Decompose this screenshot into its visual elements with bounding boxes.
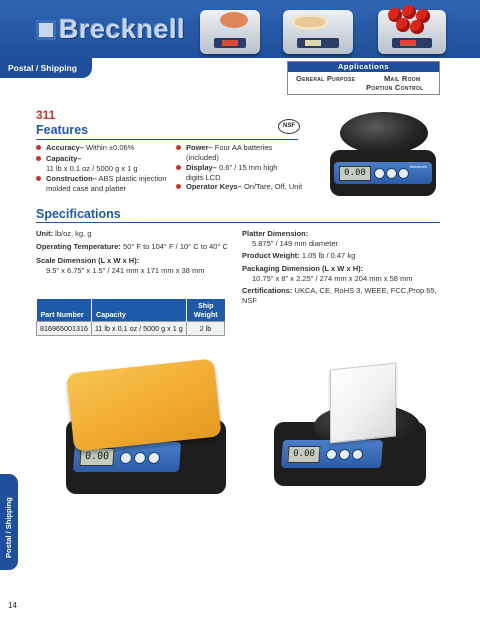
table-header-row xyxy=(37,299,225,322)
application-item: Mail Room xyxy=(384,74,421,83)
feature-item: Display– 0.6" / 15 mm high digits LCD xyxy=(176,163,296,183)
table-cell: 816965001316 xyxy=(37,322,92,336)
scale-key-icon xyxy=(339,449,351,460)
scale-key-icon xyxy=(148,452,161,464)
scale-key-icon xyxy=(374,168,385,179)
scale-display: 0.00 xyxy=(79,448,114,466)
spec-scale-dimension: Scale Dimension (L x W x H): 9.5" x 6.75" x 1.5" / 241 mm x 171 mm x 38 mm xyxy=(36,256,205,275)
banner-tomato xyxy=(410,20,424,34)
bullet-icon xyxy=(176,145,181,150)
page-number: 14 xyxy=(8,601,17,610)
spec-unit: Unit: lb/oz, kg, g xyxy=(36,229,92,238)
spec-certifications: Certifications: UKCA, CE, RoHS 3, WEEE, FCC,Prop 65, NSF xyxy=(242,286,437,305)
nsf-badge: NSF xyxy=(278,119,300,134)
scale-key-icon xyxy=(120,452,133,464)
banner-tomato xyxy=(402,5,416,19)
bullet-icon xyxy=(176,184,181,189)
features-heading: Features xyxy=(36,123,89,137)
banner-food-salmon xyxy=(220,12,248,28)
table-cell: 2 lb xyxy=(186,322,225,336)
banner-tomato xyxy=(396,18,410,32)
bullet-icon xyxy=(36,145,41,150)
scale-key-icon xyxy=(352,449,364,460)
table-header-part-number: Part Number xyxy=(37,299,92,322)
spec-product-weight: Product Weight: 1.05 lb / 0.47 kg xyxy=(242,251,356,260)
header-banner xyxy=(0,0,480,58)
scale-panel-brand: Brecknell xyxy=(410,164,427,169)
model-number: 311 xyxy=(36,108,56,122)
feature-item: Capacity– 11 lb x 0.1 oz / 5000 g x 1 g xyxy=(36,154,176,174)
spec-packaging-dimension: Packaging Dimension (L x W x H): 10.75" x 8" x 2.25" / 274 mm x 204 mm x 58 mm xyxy=(242,264,413,283)
feature-item: Accuracy– Within ±0.06% xyxy=(36,143,176,153)
features-rule xyxy=(36,139,298,140)
applications-box xyxy=(287,61,440,95)
table-row xyxy=(37,322,225,336)
scale-display: 0.00 xyxy=(339,166,371,181)
feature-item: Construction– ABS plastic injection molded case and platter xyxy=(36,174,176,194)
vertical-section-tab: Postal / Shipping xyxy=(0,474,18,570)
scale-panel xyxy=(334,162,432,184)
scale-key-icon xyxy=(386,168,397,179)
applications-title: Applications xyxy=(288,62,439,72)
bullet-icon xyxy=(176,165,181,170)
scale-panel xyxy=(281,440,383,468)
part-number-table xyxy=(36,299,225,336)
product-image-311-scale xyxy=(326,112,440,198)
scale-key-icon xyxy=(134,452,147,464)
scale-display: 0.00 xyxy=(287,446,320,463)
spec-platter-dimension: Platter Dimension: 5.875" / 149 mm diameter xyxy=(242,229,339,248)
table-cell: 11 lb x 0.1 oz / 5000 g x 1 g xyxy=(91,322,186,336)
specifications-rule xyxy=(36,222,440,223)
application-item: Portion Control xyxy=(366,83,424,92)
section-tab: Postal / Shipping xyxy=(0,58,92,78)
bullet-icon xyxy=(36,176,41,181)
specifications-heading: Specifications xyxy=(36,207,121,221)
envelope-package xyxy=(66,358,221,451)
table-header-capacity: Capacity xyxy=(91,299,186,322)
banner-food-chicken xyxy=(292,14,328,30)
brand-logo: Brecknell xyxy=(36,14,185,45)
bullet-icon xyxy=(36,156,41,161)
spec-operating-temperature: Operating Temperature: 50° F to 104° F / 10° C to 40° C xyxy=(36,242,228,251)
feature-item: Operator Keys– On/Tare, Off, Unit xyxy=(176,182,306,192)
scale-platter xyxy=(340,112,428,154)
scale-key-icon xyxy=(398,168,409,179)
table-header-ship-weight: Ship Weight xyxy=(186,299,225,322)
application-item: General Purpose xyxy=(296,74,356,83)
scale-key-icon xyxy=(326,449,338,460)
white-box-package xyxy=(330,363,396,444)
brand-mark-icon xyxy=(36,20,56,40)
feature-item: Power– Four AA batteries (included) xyxy=(176,143,296,163)
product-image-scale-with-envelope xyxy=(60,360,230,500)
product-image-scale-with-box xyxy=(270,352,430,492)
